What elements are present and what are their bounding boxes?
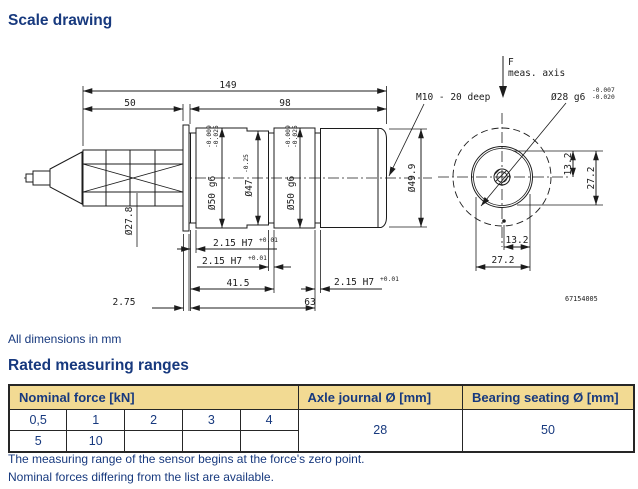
header-nominal-force: Nominal force [kN] [9,385,298,410]
page-title-scale-drawing: Scale drawing [8,12,113,29]
rated-measuring-ranges-table [8,384,635,453]
footnote-zero-point: The measuring range of the sensor begins at the force's zero point. [8,452,365,466]
table-cell-nominal: 5 [9,431,67,452]
meas-axis-label: meas. axis [508,68,566,79]
footnote-other-forces: Nominal forces differing from the list are available. [8,470,274,484]
section-title-rated-ranges: Rated measuring ranges [8,357,189,374]
dim-63 [191,297,316,308]
seat-tol-upper: -0.009 [206,125,213,148]
groove2-label: 2.15 H7 [202,256,243,267]
table-cell-nominal: 4 [240,410,298,431]
dimensions-note: All dimensions in mm [8,332,122,346]
thread-callout [389,92,491,176]
index-dot [502,219,506,223]
force-label: F [508,57,514,68]
dim-total-149 [83,80,387,146]
part-number: 67154005 [565,295,598,303]
dim-groove-1 [177,237,278,249]
front-view [438,56,615,271]
dim-41-5 [191,278,275,289]
dim-149-label: 149 [219,80,237,91]
seat-dia-label: Ø50 g6 [207,175,218,211]
pos-41-5-label: 41.5 [226,278,250,289]
front-13-2-label-v: 13.2 [563,152,574,176]
table-cell-empty [125,431,183,452]
seat-tol-lower-2: -0.025 [292,125,299,148]
groove1-label: 2.15 H7 [213,238,254,249]
dim-right-98 [190,98,387,124]
table-cell-nominal: 1 [67,410,125,431]
table-cell-bearing-seating: 50 [462,410,634,452]
thread-label: M10 - 20 deep [416,92,491,103]
table-cell-empty [240,431,298,452]
axle-tol-upper: -0.007 [592,87,615,94]
mid-dia-tol: -0.25 [243,154,250,173]
table-cell-empty [182,431,240,452]
table-cell-nominal: 0,5 [9,410,67,431]
seat-dia-label-2: Ø50 g6 [286,175,297,211]
table-row [9,410,634,431]
pos-2-75-label: 2.75 [112,297,136,308]
front-13-2-label-h: 13.2 [505,235,529,246]
footnotes [8,451,365,487]
housing-dia-label: Ø27.8 [124,206,135,236]
table-cell-nominal: 2 [125,410,183,431]
table-cell-nominal: 10 [67,431,125,452]
groove3-tol: +0.01 [380,276,399,283]
front-center-lines [438,113,568,247]
cable-assembly [26,152,82,204]
seat-tol-lower: -0.025 [213,125,220,148]
seat-tol-upper-2: -0.009 [285,125,292,148]
header-bearing-seating: Bearing seating Ø [mm] [462,385,634,410]
mid-dia-label: Ø47 [244,179,255,197]
groove3-label: 2.15 H7 [334,277,375,288]
dim-front-27-2-horizontal [476,197,530,271]
table-cell-axle-journal: 28 [298,410,462,452]
pos-63-label: 63 [304,297,316,308]
axle-tol-lower: -0.020 [592,94,615,101]
side-view [24,80,491,311]
dim-2-75 [113,297,184,308]
flange [183,125,189,231]
dim-groove-3 [301,276,399,289]
dim-left-50 [83,98,183,121]
dim-dia-50-left [206,125,222,228]
groove1-tol: +0.01 [259,237,278,244]
dim-groove-2 [197,255,291,267]
front-27-2-label-h: 27.2 [491,255,515,266]
groove2-tol: +0.01 [248,255,267,262]
dim-50-label: 50 [124,98,136,109]
header-axle-journal: Axle journal Ø [mm] [298,385,462,410]
dim-dia-50-right [285,125,300,228]
thread-hole [486,161,516,191]
front-27-2-label-v: 27.2 [586,166,597,190]
cable-housing [83,150,183,206]
table-header-row [9,385,634,410]
table-cell-nominal: 3 [182,410,240,431]
axle-dia-label: Ø28 g6 [551,92,586,103]
end-dia-label: Ø49.9 [407,163,418,193]
dim-98-label: 98 [279,98,291,109]
